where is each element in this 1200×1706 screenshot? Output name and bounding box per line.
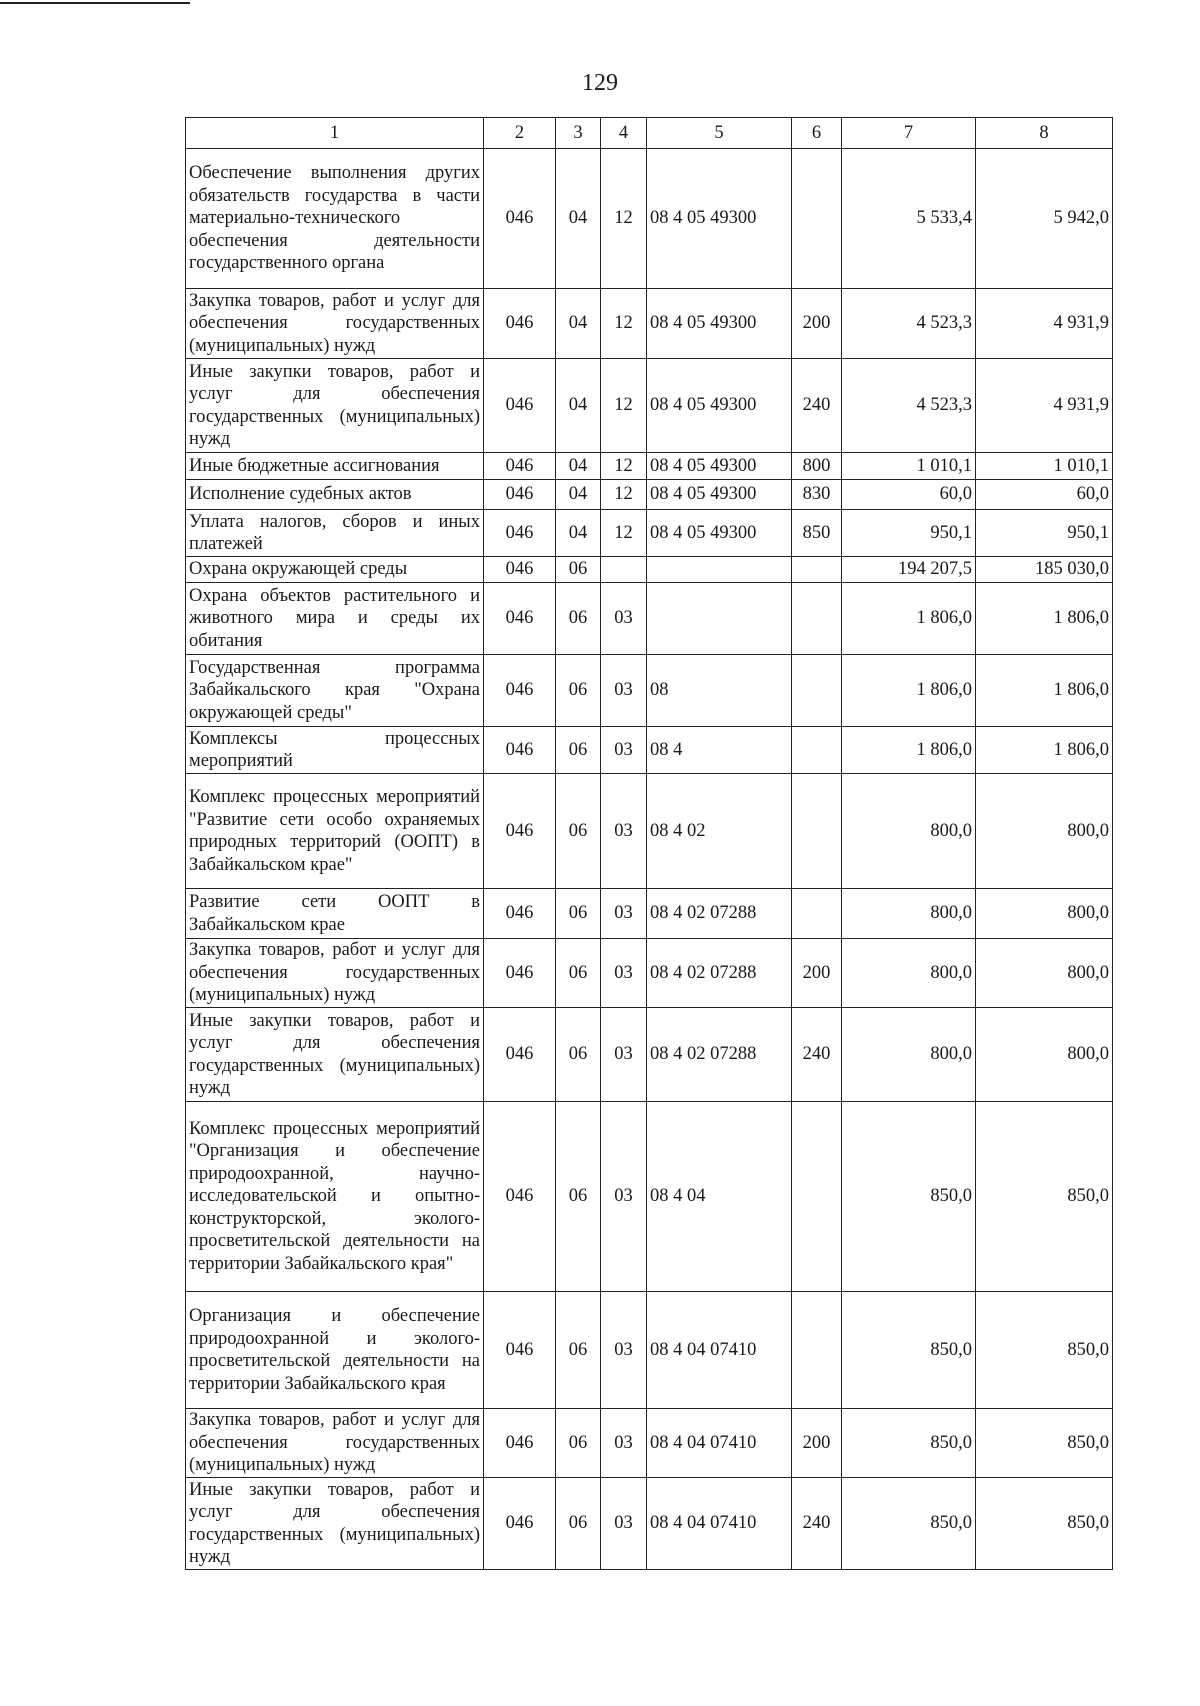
amount-col8: 1 806,0 bbox=[976, 727, 1113, 774]
ministry-code: 046 bbox=[484, 1478, 556, 1570]
subsection-code bbox=[601, 557, 647, 583]
expense-name: Организация и обеспечение природоохранной и эколого-просветительской деятельности на территории Забайкальского края bbox=[186, 1292, 484, 1409]
subsection-code: 03 bbox=[601, 727, 647, 774]
section-code: 06 bbox=[556, 727, 601, 774]
amount-col8: 4 931,9 bbox=[976, 359, 1113, 453]
amount-col8: 800,0 bbox=[976, 774, 1113, 889]
subsection-code: 03 bbox=[601, 889, 647, 939]
ministry-code: 046 bbox=[484, 939, 556, 1008]
amount-col7: 60,0 bbox=[842, 480, 976, 510]
amount-col8: 850,0 bbox=[976, 1409, 1113, 1478]
table-row bbox=[186, 1008, 1113, 1102]
section-code: 06 bbox=[556, 1409, 601, 1478]
ministry-code: 046 bbox=[484, 1292, 556, 1409]
expense-name: Охрана объектов растительного и животного мира и среды их обитания bbox=[186, 583, 484, 655]
subsection-code: 12 bbox=[601, 289, 647, 359]
amount-col8: 5 942,0 bbox=[976, 149, 1113, 289]
amount-col7: 194 207,5 bbox=[842, 557, 976, 583]
amount-col7: 800,0 bbox=[842, 1008, 976, 1102]
subsection-code: 03 bbox=[601, 1102, 647, 1292]
ministry-code: 046 bbox=[484, 655, 556, 727]
table-row bbox=[186, 1102, 1113, 1292]
amount-col7: 4 523,3 bbox=[842, 289, 976, 359]
amount-col8: 850,0 bbox=[976, 1102, 1113, 1292]
amount-col7: 1 806,0 bbox=[842, 583, 976, 655]
amount-col8: 850,0 bbox=[976, 1292, 1113, 1409]
expense-name: Закупка товаров, работ и услуг для обеспечения государственных (муниципальных) нужд bbox=[186, 289, 484, 359]
column-header-8: 8 bbox=[976, 118, 1113, 149]
top-rule bbox=[0, 2, 190, 4]
amount-col8: 1 806,0 bbox=[976, 583, 1113, 655]
section-code: 04 bbox=[556, 480, 601, 510]
amount-col8: 1 010,1 bbox=[976, 453, 1113, 480]
amount-col7: 850,0 bbox=[842, 1292, 976, 1409]
subsection-code: 12 bbox=[601, 480, 647, 510]
table-row bbox=[186, 583, 1113, 655]
amount-col7: 4 523,3 bbox=[842, 359, 976, 453]
amount-col7: 850,0 bbox=[842, 1409, 976, 1478]
subsection-code: 03 bbox=[601, 1008, 647, 1102]
expense-type-code bbox=[792, 583, 842, 655]
ministry-code: 046 bbox=[484, 453, 556, 480]
target-article-code: 08 4 02 bbox=[647, 774, 792, 889]
amount-col7: 850,0 bbox=[842, 1102, 976, 1292]
expense-name: Иные закупки товаров, работ и услуг для обеспечения государственных (муниципальных) нужд bbox=[186, 359, 484, 453]
expense-type-code: 830 bbox=[792, 480, 842, 510]
expense-type-code: 240 bbox=[792, 359, 842, 453]
table-row bbox=[186, 557, 1113, 583]
section-code: 06 bbox=[556, 889, 601, 939]
target-article-code: 08 4 05 49300 bbox=[647, 149, 792, 289]
table-row bbox=[186, 453, 1113, 480]
expense-type-code: 200 bbox=[792, 1409, 842, 1478]
expense-type-code: 800 bbox=[792, 453, 842, 480]
budget-table bbox=[185, 117, 1113, 1570]
ministry-code: 046 bbox=[484, 149, 556, 289]
ministry-code: 046 bbox=[484, 289, 556, 359]
table-row bbox=[186, 727, 1113, 774]
ministry-code: 046 bbox=[484, 727, 556, 774]
ministry-code: 046 bbox=[484, 1008, 556, 1102]
section-code: 04 bbox=[556, 149, 601, 289]
page-number: 129 bbox=[582, 70, 618, 96]
target-article-code: 08 4 02 07288 bbox=[647, 939, 792, 1008]
subsection-code: 03 bbox=[601, 655, 647, 727]
target-article-code: 08 4 02 07288 bbox=[647, 1008, 792, 1102]
expense-name: Комплекс процессных мероприятий "Развитие сети особо охраняемых природных территорий (ООПТ) в Забайкальском крае" bbox=[186, 774, 484, 889]
target-article-code: 08 4 bbox=[647, 727, 792, 774]
expense-type-code: 240 bbox=[792, 1478, 842, 1570]
expense-name: Обеспечение выполнения других обязательств государства в части материально-технического обеспечения деятельности государственного органа bbox=[186, 149, 484, 289]
amount-col8: 1 806,0 bbox=[976, 655, 1113, 727]
target-article-code: 08 4 05 49300 bbox=[647, 480, 792, 510]
subsection-code: 03 bbox=[601, 583, 647, 655]
section-code: 04 bbox=[556, 510, 601, 557]
column-header-4: 4 bbox=[601, 118, 647, 149]
table-row bbox=[186, 1292, 1113, 1409]
subsection-code: 03 bbox=[601, 1478, 647, 1570]
expense-name: Комплекс процессных мероприятий "Организация и обеспечение природоохранной, научно-исследовательской и опытно-конструкторской, эколого-просветительской деятельности на территории Забайкальского края" bbox=[186, 1102, 484, 1292]
section-code: 04 bbox=[556, 359, 601, 453]
target-article-code: 08 4 04 07410 bbox=[647, 1478, 792, 1570]
amount-col7: 800,0 bbox=[842, 939, 976, 1008]
section-code: 06 bbox=[556, 583, 601, 655]
ministry-code: 046 bbox=[484, 889, 556, 939]
column-header-2: 2 bbox=[484, 118, 556, 149]
target-article-code: 08 4 05 49300 bbox=[647, 453, 792, 480]
amount-col8: 800,0 bbox=[976, 889, 1113, 939]
amount-col8: 850,0 bbox=[976, 1478, 1113, 1570]
table-row bbox=[186, 889, 1113, 939]
amount-col7: 800,0 bbox=[842, 889, 976, 939]
amount-col7: 1 806,0 bbox=[842, 727, 976, 774]
subsection-code: 12 bbox=[601, 453, 647, 480]
table-row bbox=[186, 480, 1113, 510]
section-code: 06 bbox=[556, 774, 601, 889]
amount-col8: 950,1 bbox=[976, 510, 1113, 557]
amount-col7: 800,0 bbox=[842, 774, 976, 889]
ministry-code: 046 bbox=[484, 583, 556, 655]
expense-type-code: 200 bbox=[792, 289, 842, 359]
target-article-code: 08 4 05 49300 bbox=[647, 510, 792, 557]
section-code: 06 bbox=[556, 1102, 601, 1292]
table-row bbox=[186, 359, 1113, 453]
column-header-1: 1 bbox=[186, 118, 484, 149]
amount-col8: 800,0 bbox=[976, 1008, 1113, 1102]
subsection-code: 12 bbox=[601, 149, 647, 289]
expense-type-code bbox=[792, 557, 842, 583]
target-article-code: 08 4 04 07410 bbox=[647, 1292, 792, 1409]
target-article-code: 08 4 04 07410 bbox=[647, 1409, 792, 1478]
amount-col8: 800,0 bbox=[976, 939, 1113, 1008]
table-row bbox=[186, 1409, 1113, 1478]
expense-name: Закупка товаров, работ и услуг для обеспечения государственных (муниципальных) нужд bbox=[186, 1409, 484, 1478]
table-row bbox=[186, 510, 1113, 557]
expense-name: Комплексы процессных мероприятий bbox=[186, 727, 484, 774]
subsection-code: 03 bbox=[601, 939, 647, 1008]
expense-type-code: 200 bbox=[792, 939, 842, 1008]
amount-col8: 4 931,9 bbox=[976, 289, 1113, 359]
target-article-code: 08 bbox=[647, 655, 792, 727]
column-header-5: 5 bbox=[647, 118, 792, 149]
expense-name: Охрана окружающей среды bbox=[186, 557, 484, 583]
expense-type-code bbox=[792, 774, 842, 889]
subsection-code: 03 bbox=[601, 1409, 647, 1478]
column-header-7: 7 bbox=[842, 118, 976, 149]
target-article-code: 08 4 05 49300 bbox=[647, 359, 792, 453]
expense-type-code bbox=[792, 1292, 842, 1409]
column-header-6: 6 bbox=[792, 118, 842, 149]
amount-col8: 185 030,0 bbox=[976, 557, 1113, 583]
target-article-code bbox=[647, 583, 792, 655]
ministry-code: 046 bbox=[484, 774, 556, 889]
section-code: 06 bbox=[556, 1008, 601, 1102]
table-row bbox=[186, 774, 1113, 889]
table-row bbox=[186, 939, 1113, 1008]
target-article-code: 08 4 04 bbox=[647, 1102, 792, 1292]
ministry-code: 046 bbox=[484, 1102, 556, 1292]
expense-type-code bbox=[792, 727, 842, 774]
subsection-code: 12 bbox=[601, 510, 647, 557]
table-row bbox=[186, 1478, 1113, 1570]
expense-name: Иные закупки товаров, работ и услуг для обеспечения государственных (муниципальных) нужд bbox=[186, 1008, 484, 1102]
expense-type-code bbox=[792, 889, 842, 939]
ministry-code: 046 bbox=[484, 480, 556, 510]
expense-type-code: 850 bbox=[792, 510, 842, 557]
section-code: 04 bbox=[556, 289, 601, 359]
amount-col7: 1 010,1 bbox=[842, 453, 976, 480]
expense-name: Развитие сети ООПТ в Забайкальском крае bbox=[186, 889, 484, 939]
target-article-code bbox=[647, 557, 792, 583]
table-row bbox=[186, 289, 1113, 359]
amount-col8: 60,0 bbox=[976, 480, 1113, 510]
section-code: 06 bbox=[556, 1292, 601, 1409]
ministry-code: 046 bbox=[484, 359, 556, 453]
expense-type-code bbox=[792, 1102, 842, 1292]
target-article-code: 08 4 05 49300 bbox=[647, 289, 792, 359]
expense-type-code bbox=[792, 149, 842, 289]
section-code: 06 bbox=[556, 1478, 601, 1570]
subsection-code: 03 bbox=[601, 1292, 647, 1409]
expense-name: Государственная программа Забайкальского края "Охрана окружающей среды" bbox=[186, 655, 484, 727]
expense-name: Иные бюджетные ассигнования bbox=[186, 453, 484, 480]
expense-name: Закупка товаров, работ и услуг для обеспечения государственных (муниципальных) нужд bbox=[186, 939, 484, 1008]
amount-col7: 950,1 bbox=[842, 510, 976, 557]
subsection-code: 12 bbox=[601, 359, 647, 453]
expense-name: Исполнение судебных актов bbox=[186, 480, 484, 510]
ministry-code: 046 bbox=[484, 1409, 556, 1478]
section-code: 06 bbox=[556, 939, 601, 1008]
header-row bbox=[186, 118, 1113, 149]
table-row bbox=[186, 655, 1113, 727]
column-header-3: 3 bbox=[556, 118, 601, 149]
amount-col7: 5 533,4 bbox=[842, 149, 976, 289]
section-code: 06 bbox=[556, 557, 601, 583]
target-article-code: 08 4 02 07288 bbox=[647, 889, 792, 939]
amount-col7: 850,0 bbox=[842, 1478, 976, 1570]
expense-name: Иные закупки товаров, работ и услуг для обеспечения государственных (муниципальных) нужд bbox=[186, 1478, 484, 1570]
expense-type-code bbox=[792, 655, 842, 727]
expense-name: Уплата налогов, сборов и иных платежей bbox=[186, 510, 484, 557]
expense-type-code: 240 bbox=[792, 1008, 842, 1102]
ministry-code: 046 bbox=[484, 510, 556, 557]
table-row bbox=[186, 149, 1113, 289]
ministry-code: 046 bbox=[484, 557, 556, 583]
amount-col7: 1 806,0 bbox=[842, 655, 976, 727]
section-code: 06 bbox=[556, 655, 601, 727]
subsection-code: 03 bbox=[601, 774, 647, 889]
section-code: 04 bbox=[556, 453, 601, 480]
